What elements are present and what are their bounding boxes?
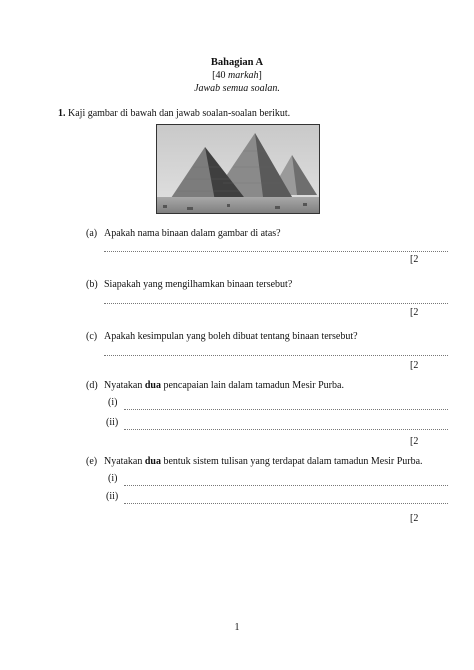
subquestion-d-text-after: pencapaian lain dalam tamadun Mesir Purba. — [160, 380, 344, 391]
subquestion-d-text-before: Nyatakan — [104, 380, 145, 391]
page-number: 1 — [234, 622, 240, 633]
subquestion-c-label: (c) — [86, 331, 98, 342]
answer-line-c[interactable] — [104, 355, 448, 356]
answer-line-e-ii[interactable] — [124, 503, 448, 504]
marks-b: [2 — [410, 307, 419, 318]
section-marks — [0, 70, 474, 81]
marks-word: markah — [227, 70, 259, 81]
marks-e: [2 — [410, 513, 419, 524]
subquestion-a-text: Apakah nama binaan dalam gambar di atas? — [104, 228, 281, 239]
subquestion-b-text: Siapakah yang mengilhamkan binaan tersebut? — [104, 279, 293, 290]
subquestion-b-label: (b) — [86, 279, 98, 290]
subquestion-e-text-after: bentuk sistem tulisan yang terdapat dalam tamadun Mesir Purba. — [160, 456, 423, 467]
subquestion-a-label: (a) — [86, 228, 98, 239]
pyramids-photo — [156, 124, 320, 214]
section-instruction: Jawab semua soalan. — [194, 83, 280, 94]
subquestion-e-text-before: Nyatakan — [104, 456, 145, 467]
subquestion-e-label: (e) — [86, 456, 98, 467]
subquestion-d-emphasis: dua — [144, 380, 161, 391]
subquestion-e-item-ii-label: (ii) — [106, 491, 119, 502]
subquestion-d-label: (d) — [86, 380, 98, 391]
subquestion-e-item-i-label: (i) — [108, 473, 118, 484]
question-text: Kaji gambar di bawah dan jawab soalan-soalan berikut. — [68, 108, 291, 119]
subquestion-c-text: Apakah kesimpulan yang boleh dibuat tentang binaan tersebut? — [104, 331, 358, 342]
marks-a: [2 — [410, 254, 419, 265]
marks-c: [2 — [410, 360, 419, 371]
subquestion-d-text — [104, 380, 344, 391]
marks-suffix: ] — [258, 70, 262, 81]
subquestion-e-emphasis: dua — [144, 456, 161, 467]
subquestion-d-item-ii-label: (ii) — [106, 417, 119, 428]
subquestion-d-item-i-label: (i) — [108, 397, 118, 408]
answer-line-a[interactable] — [104, 251, 448, 252]
answer-line-b[interactable] — [104, 303, 448, 304]
section-title: Bahagian A — [210, 57, 264, 68]
question-number: 1. — [58, 108, 66, 119]
subquestion-e-text — [104, 456, 423, 467]
marks-prefix: [40 — [212, 70, 228, 81]
pyramids-image — [157, 125, 320, 214]
answer-line-d-i[interactable] — [124, 409, 448, 410]
answer-line-d-ii[interactable] — [124, 429, 448, 430]
answer-line-e-i[interactable] — [124, 485, 448, 486]
marks-d: [2 — [410, 436, 419, 447]
question-prompt — [58, 108, 290, 119]
